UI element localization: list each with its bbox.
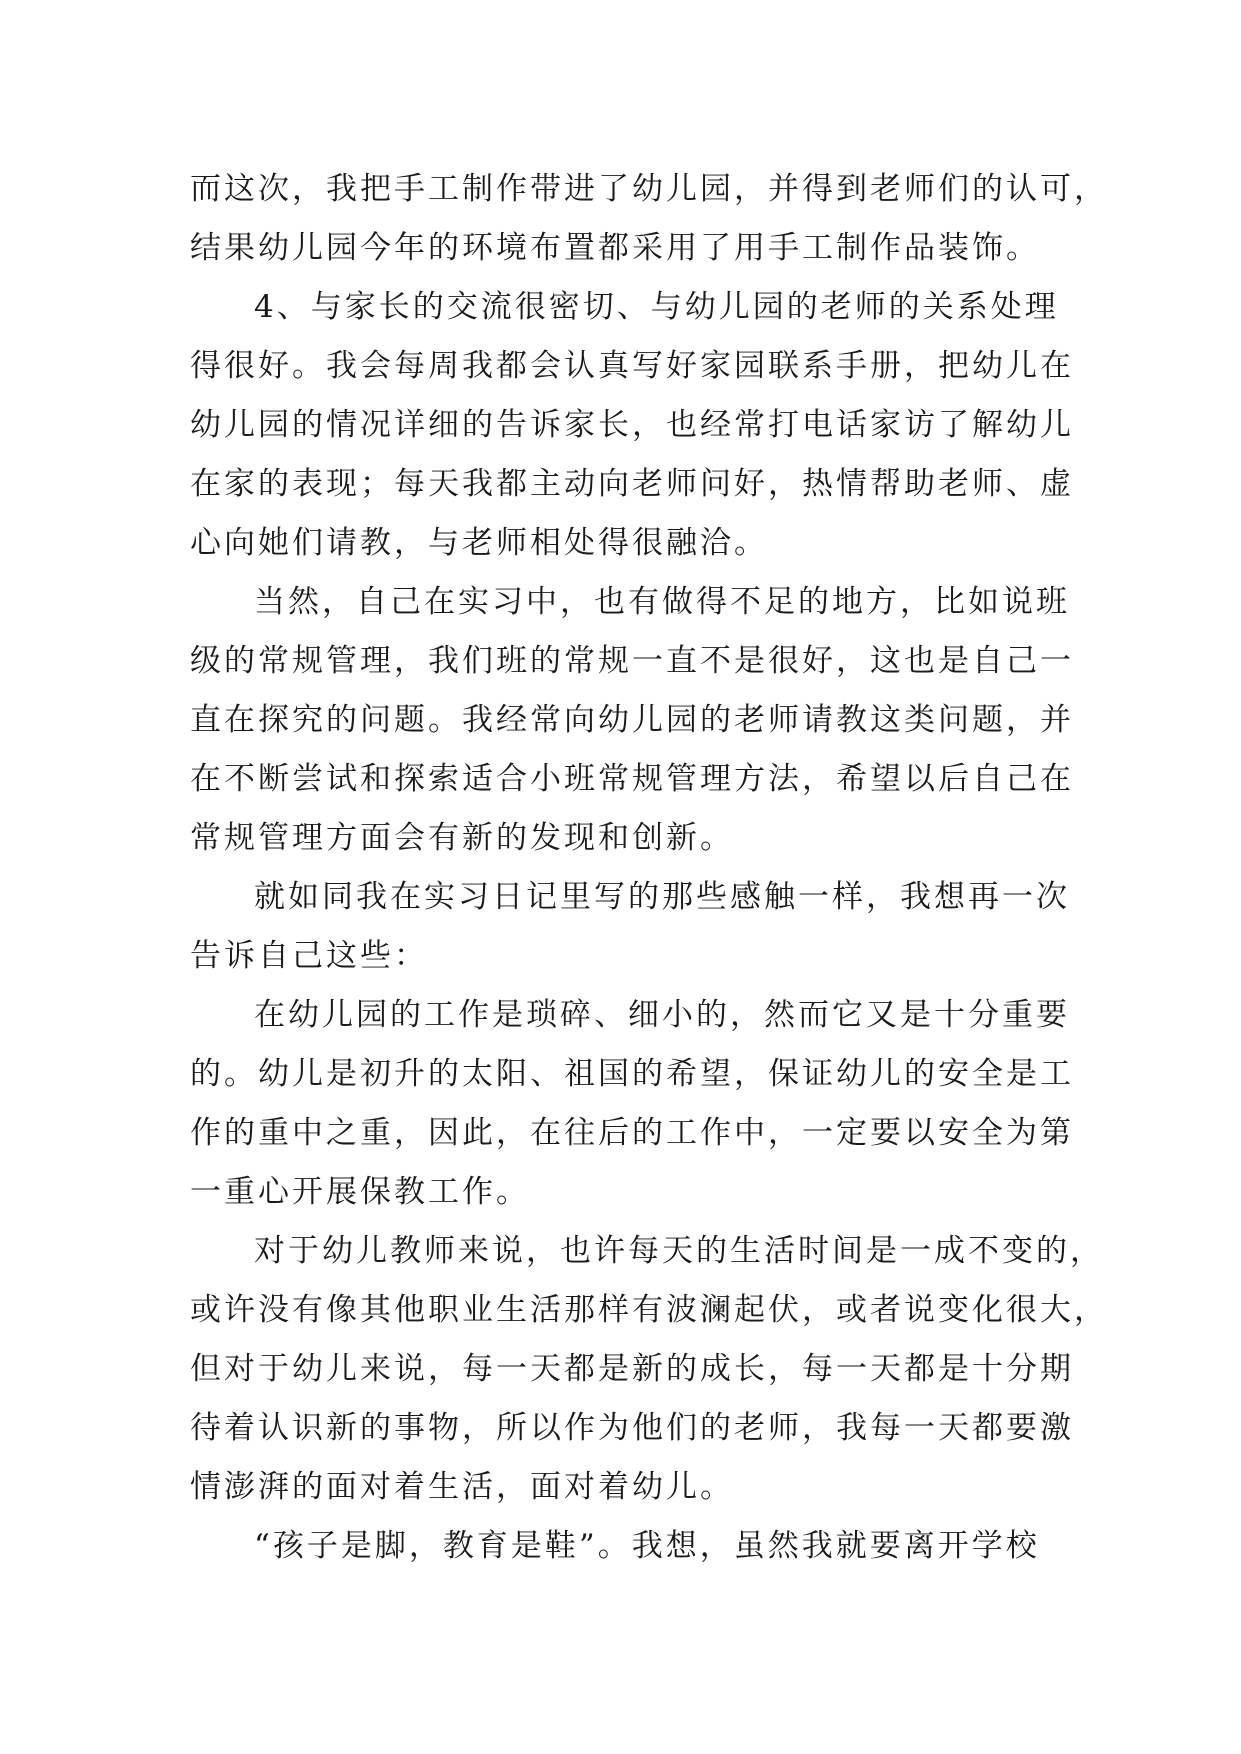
paragraph-start-line: 当然，自己在实习中，也有做得不足的地方，比如说班 (254, 584, 1070, 620)
text-line: 一重心开展保教工作。 (190, 1174, 530, 1210)
text-line: 常规管理方面会有新的发现和创新。 (190, 820, 734, 856)
paragraph-start-line: “孩子是脚，教育是鞋”。我想，虽然我就要离开学校 (254, 1528, 1040, 1564)
text-line: 告诉自己这些： (190, 938, 428, 974)
text-line: 待着认识新的事物，所以作为他们的老师，我每一天都要激 (190, 1410, 1074, 1446)
text-line: 的。幼儿是初升的太阳、祖国的希望，保证幼儿的安全是工 (190, 1056, 1074, 1092)
paragraph-start-line: 就如同我在实习日记里写的那些感触一样，我想再一次 (254, 879, 1070, 915)
text-line: 幼儿园的情况详细的告诉家长，也经常打电话家访了解幼儿 (190, 407, 1074, 443)
paragraph-start-line: 在幼儿园的工作是琐碎、细小的，然而它又是十分重要 (254, 997, 1070, 1033)
text-line: 或许没有像其他职业生活那样有波澜起伏，或者说变化很大， (190, 1292, 1108, 1328)
paragraph-start-line: 4、与家长的交流很密切、与幼儿园的老师的关系处理 (254, 289, 1059, 325)
text-line: 级的常规管理，我们班的常规一直不是很好，这也是自己一 (190, 643, 1074, 679)
text-line: 在不断尝试和探索适合小班常规管理方法，希望以后自己在 (190, 761, 1074, 797)
text-line: 结果幼儿园今年的环境布置都采用了用手工制作品装饰。 (190, 230, 1040, 266)
text-line: 但对于幼儿来说，每一天都是新的成长，每一天都是十分期 (190, 1351, 1074, 1387)
text-line: 在家的表现；每天我都主动向老师问好，热情帮助老师、虚 (190, 466, 1074, 502)
paragraph-start-line: 对于幼儿教师来说，也许每天的生活时间是一成不变的， (254, 1233, 1104, 1269)
text-line: 情澎湃的面对着生活，面对着幼儿。 (190, 1469, 734, 1505)
text-line: 而这次，我把手工制作带进了幼儿园，并得到老师们的认可， (190, 171, 1108, 207)
text-line: 心向她们请教，与老师相处得很融洽。 (190, 525, 768, 561)
document-body (190, 160, 1108, 1576)
text-line: 直在探究的问题。我经常向幼儿园的老师请教这类问题，并 (190, 702, 1074, 738)
text-line: 作的重中之重，因此，在往后的工作中，一定要以安全为第 (190, 1115, 1074, 1151)
text-line: 得很好。我会每周我都会认真写好家园联系手册，把幼儿在 (190, 348, 1074, 384)
